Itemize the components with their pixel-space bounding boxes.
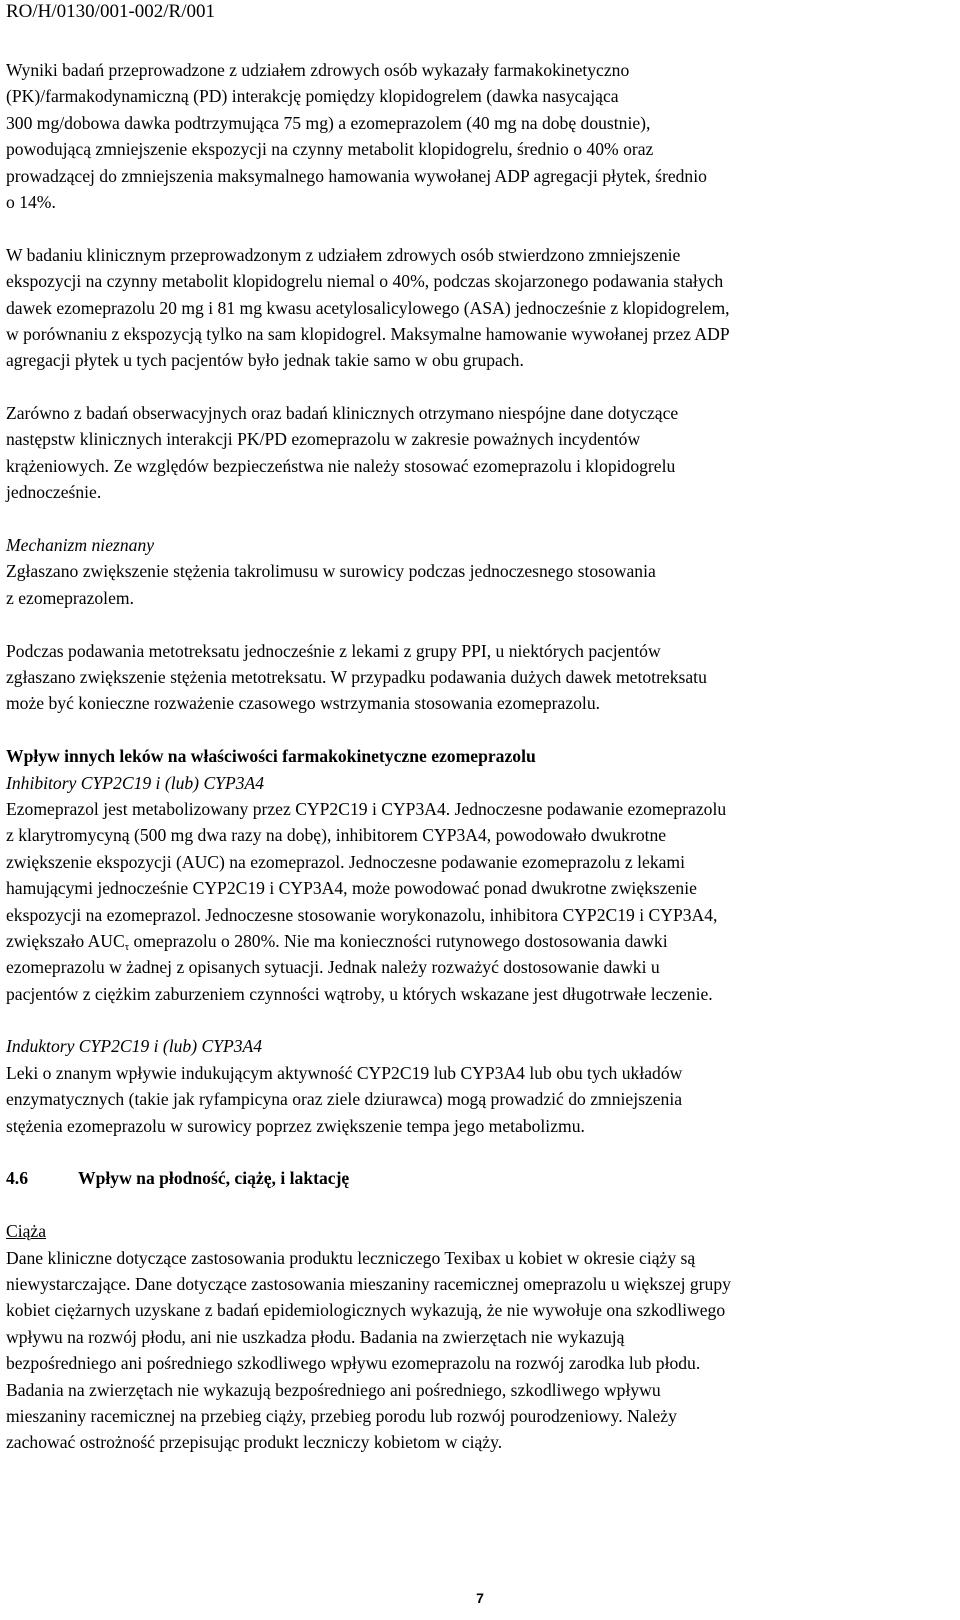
- text-line: Leki o znanym wpływie indukującym aktywność CYP2C19 lub CYP3A4 lub obu tych układów: [6, 1062, 683, 1083]
- text-line: zgłaszano zwiększenie stężenia metotreksatu. W przypadku podawania dużych dawek metotreksatu: [6, 666, 707, 687]
- text-line: zwiększenie ekspozycji (AUC) na ezomeprazol. Jednoczesne podawanie ezomeprazolu z lekami: [6, 851, 686, 872]
- section-heading: Wpływ innych leków na właściwości farmakokinetyczne ezomeprazolu: [6, 746, 536, 767]
- subsection-heading: Ciąża: [6, 1221, 47, 1242]
- auc-subscript: τ: [124, 940, 130, 953]
- text-line: hamującymi jednocześnie CYP2C19 i CYP3A4, może powodować ponad dwukrotne zwiększenie: [6, 878, 697, 899]
- text-line: Zarówno z badań obserwacyjnych oraz badań klinicznych otrzymano niespójne dane dotyczące: [6, 403, 679, 424]
- text-line: (PK)/farmakodynamiczną (PD) interakcję pomiędzy klopidogrelem (dawka nasycająca: [6, 86, 619, 107]
- paragraph-gap: [6, 506, 956, 532]
- text-line: Wyniki badań przeprowadzone z udziałem zdrowych osób wykazały farmakokinetyczno: [6, 60, 630, 80]
- document-body: [6, 57, 956, 1456]
- subsection-heading: Inhibitory CYP2C19 i (lub) CYP3A4: [6, 772, 265, 793]
- text-line: ekspozycji na ezomeprazol. Jednoczesne stosowanie worykonazolu, inhibitora CYP2C19 i CYP3A4,: [6, 904, 718, 925]
- text-line: W badaniu klinicznym przeprowadzonym z udziałem zdrowych osób stwierdzono zmniejszenie: [6, 244, 681, 265]
- section-pregnancy: [6, 1218, 956, 1456]
- paragraph-gap: [6, 374, 956, 400]
- text-line: następstw klinicznych interakcji PK/PD ezomeprazolu w zakresie poważnych incydentów: [6, 429, 641, 450]
- text-line: z ezomeprazolem.: [6, 587, 134, 608]
- subsection-heading: Mechanizm nieznany: [6, 535, 155, 556]
- text-line: w porównaniu z ekspozycją tylko na sam klopidogrel. Maksymalne hamowanie wywołanej przez ADP: [6, 323, 730, 344]
- text-line: powodującą zmniejszenie ekspozycji na czynny metabolit klopidogrelu, średnio o 40% oraz: [6, 139, 654, 160]
- section-4-6-heading: [6, 1165, 956, 1191]
- text-line: ekspozycji na czynny metabolit klopidogrelu niemal o 40%, podczas skojarzonego podawania stałych: [6, 271, 724, 292]
- text-line: ezomeprazolu w żadnej z opisanych sytuacji. Jednak należy rozważyć dostosowanie dawki u: [6, 957, 660, 978]
- document-code: RO/H/0130/001-002/R/001: [6, 1, 216, 22]
- text-line: dawek ezomeprazolu 20 mg i 81 mg kwasu acetylosalicylowego (ASA) jednocześnie z klopidogrelem,: [6, 297, 730, 318]
- paragraph-observational-studies: [6, 400, 956, 506]
- text-line: Podczas podawania metotreksatu jednocześnie z lekami z grupy PPI, u niektórych pacjentów: [6, 640, 661, 661]
- text-line-auc: [6, 928, 956, 954]
- section-inducers: [6, 1033, 956, 1139]
- text-line: z klarytromycyną (500 mg dwa razy na dobę), inhibitorem CYP3A4, powodowało dwukrotne: [6, 825, 667, 846]
- subsection-heading: Induktory CYP2C19 i (lub) CYP3A4: [6, 1036, 263, 1057]
- text-line: stężenia ezomeprazolu w surowicy poprzez zwiększenie tempa jego metabolizmu.: [6, 1115, 585, 1136]
- text-line: zachować ostrożność przepisując produkt leczniczy kobietom w ciąży.: [6, 1432, 503, 1453]
- paragraph-gap: [6, 215, 956, 241]
- text-line: krążeniowych. Ze względów bezpieczeństwa nie należy stosować ezomeprazolu i klopidogrelu: [6, 455, 676, 476]
- paragraph-clopidogrel-pk-pd: [6, 57, 956, 215]
- section-other-drugs-influence: [6, 743, 956, 1007]
- text-line: Ezomeprazol jest metabolizowany przez CYP2C19 i CYP3A4. Jednoczesne podawanie ezomeprazolu: [6, 798, 727, 819]
- paragraph-gap: [6, 1192, 956, 1218]
- paragraph-gap: [6, 611, 956, 637]
- section-title: Wpływ na płodność, ciążę, i laktację: [78, 1168, 350, 1189]
- text-line: bezpośredniego ani pośredniego szkodliwego wpływu ezomeprazolu na rozwój zarodka lub płodu.: [6, 1353, 701, 1374]
- paragraph-clinical-study-asa: [6, 242, 956, 374]
- text-line: niewystarczające. Dane dotyczące zastosowania mieszaniny racemicznej omeprazolu u większej grupy: [6, 1273, 731, 1294]
- section-heading-line: [6, 1165, 956, 1191]
- text-line: wpływu na rozwój płodu, ani nie uszkadza płodu. Badania na zwierzętach nie wykazują: [6, 1326, 625, 1347]
- paragraph-gap: [6, 1007, 956, 1033]
- auc-suffix: omeprazolu o 280%. Nie ma konieczności rutynowego dostosowania dawki: [129, 930, 668, 951]
- page-number: 7: [476, 1590, 484, 1606]
- text-line: prowadzącej do zmniejszenia maksymalnego hamowania wywołanej ADP agregacji płytek, średnio: [6, 165, 707, 186]
- auc-prefix: zwiększało AUC: [6, 930, 125, 951]
- section-number: 4.6: [6, 1168, 28, 1189]
- text-line: 300 mg/dobowa dawka podtrzymująca 75 mg) a ezomeprazolem (40 mg na dobę doustnie),: [6, 112, 651, 133]
- text-line: enzymatycznych (takie jak ryfampicyna oraz ziele dziurawca) mogą prowadzić do zmniejszenia: [6, 1089, 683, 1110]
- paragraph-gap: [6, 1139, 956, 1165]
- text-line: może być konieczne rozważenie czasowego wstrzymania stosowania ezomeprazolu.: [6, 693, 601, 714]
- text-line: pacjentów z ciężkim zaburzeniem czynności wątroby, u których wskazane jest długotrwałe leczenie.: [6, 983, 713, 1004]
- text-line: jednocześnie.: [6, 482, 102, 503]
- text-line: Badania na zwierzętach nie wykazują bezpośredniego ani pośredniego, szkodliwego wpływu: [6, 1379, 661, 1400]
- text-line: mieszaniny racemicznej na przebieg ciąży, przebieg porodu lub rozwój pourodzeniowy. Należy: [6, 1405, 677, 1426]
- paragraph-gap: [6, 717, 956, 743]
- text-line: Zgłaszano zwiększenie stężenia takrolimusu w surowicy podczas jednoczesnego stosowania: [6, 561, 656, 582]
- text-line: o 14%.: [6, 191, 56, 212]
- paragraph-methotrexate: [6, 638, 956, 717]
- text-line: Dane kliniczne dotyczące zastosowania produktu leczniczego Texibax u kobiet w okresie ciąży są: [6, 1247, 696, 1268]
- text-line: kobiet ciężarnych uzyskane z badań epidemiologicznych wykazują, że nie wywołuje ona szkodliwego: [6, 1300, 726, 1321]
- section-mechanism-unknown: [6, 532, 956, 611]
- text-line: agregacji płytek u tych pacjentów było jednak takie samo w obu grupach.: [6, 350, 524, 371]
